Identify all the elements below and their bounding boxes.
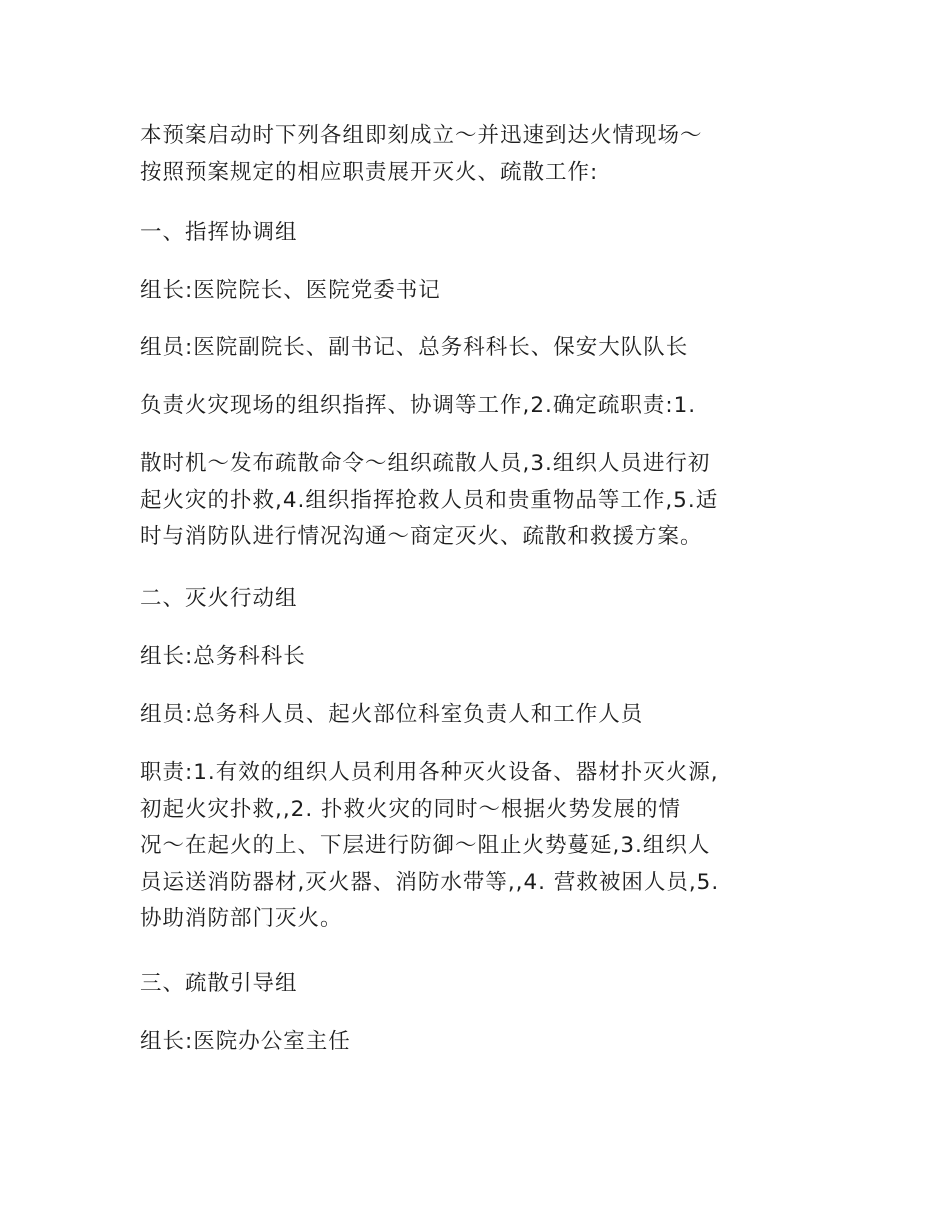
text-line: 员运送消防器材,灭火器、消防水带等,,4. 营救被困人员,5. (140, 869, 720, 895)
text-line: 况～在起火的上、下层进行防御～阻止火势蔓延,3.组织人 (140, 833, 711, 858)
text-line: 本预案启动时下列各组即刻成立～并迅速到达火情现场～ (140, 123, 703, 148)
group2-leader: 组长:总务科科长 (140, 644, 306, 669)
group1-duty-intro: 负责火灾现场的组织指挥、协调等工作,2.确定疏职责:1. (140, 393, 697, 418)
text-line: 散时机～发布疏散命令～组织疏散人员,3.组织人员进行初 (140, 451, 711, 476)
text-line: 协助消防部门灭火。 (140, 906, 343, 931)
group1-duty-paragraph (140, 446, 820, 556)
group2-members: 组员:总务科人员、起火部位科室负责人和工作人员 (140, 702, 644, 727)
group3-leader: 组长:医院办公室主任 (140, 1029, 351, 1054)
text-line: 按照预案规定的相应职责展开灭火、疏散工作: (140, 159, 599, 185)
group2-heading: 二、灭火行动组 (140, 586, 298, 611)
group1-members: 组员:医院副院长、副书记、总务科科长、保安大队队长 (140, 335, 689, 360)
group3-heading: 三、疏散引导组 (140, 971, 298, 996)
text-line: 初起火灾扑救,,2. 扑救火灾的同时～根据火势发展的情 (140, 796, 682, 822)
group1-heading: 一、指挥协调组 (140, 220, 298, 245)
intro-paragraph (140, 118, 820, 191)
text-line: 时与消防队进行情况沟通～商定灭火、疏散和救援方案。 (140, 524, 703, 549)
group1-leader: 组长:医院院长、医院党委书记 (140, 278, 441, 303)
text-line: 职责:1.有效的组织人员利用各种灭火设备、器材扑灭火源, (140, 760, 719, 785)
text-line: 起火灾的扑救,4.组织指挥抢救人员和贵重物品等工作,5.适 (140, 487, 719, 513)
group2-duty-paragraph (140, 755, 820, 938)
